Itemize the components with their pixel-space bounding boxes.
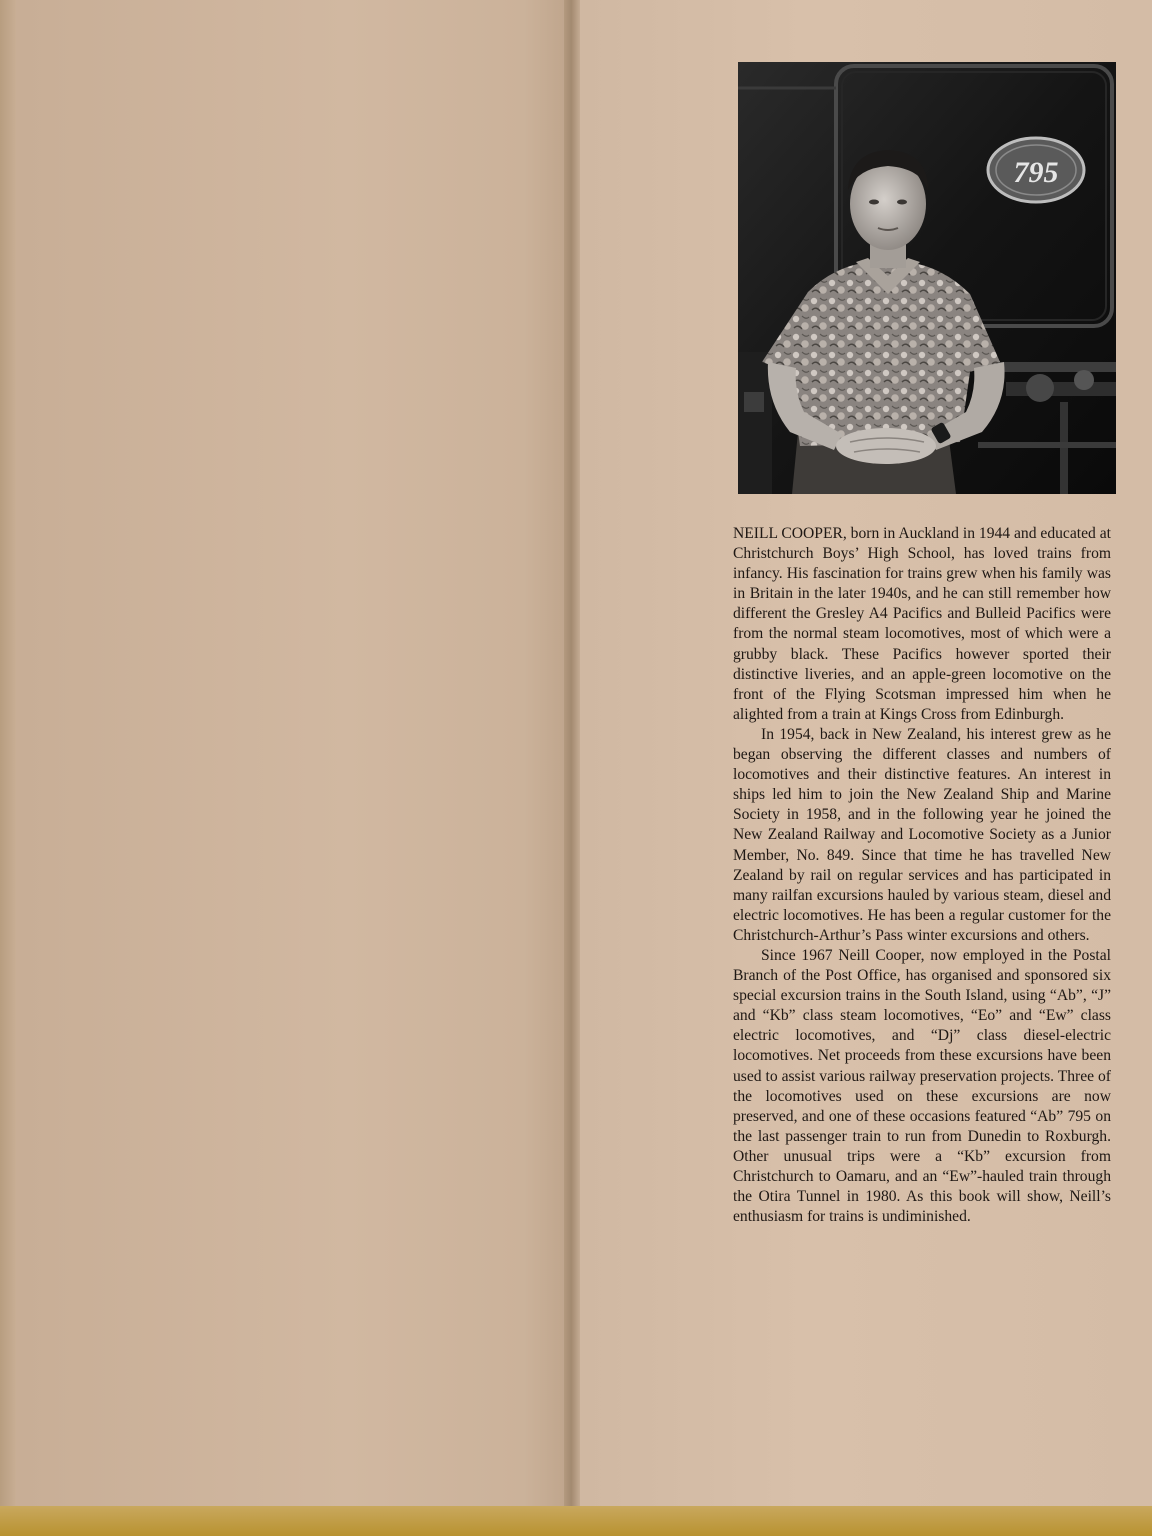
left-page	[16, 0, 568, 1506]
book-gutter	[564, 0, 580, 1506]
cover-edge	[0, 0, 16, 1536]
locomotive-number-plate	[988, 138, 1084, 202]
table-surface	[0, 1506, 1152, 1536]
plate-number-text: 795	[1013, 156, 1059, 189]
bio-paragraph-3: Since 1967 Neill Cooper, now employed in the Postal Branch of the Post Office, has organised and sponsored six special excursion trains in the South Island, using “Ab”, “J” and “Kb” class steam locomotives, “Eo” and “Ew” class electric locomotives, and “Dj” class diesel-electric locomotives. Net proceeds from these excursions have been used to assist various railway preservation projects. Three of the locomotives used on these excursions are now preserved, and one of these occasions featured “Ab” 795 on the last passenger train to run from Dunedin to Roxburgh. Other unusual trips were a “Kb” excursion from Christchurch to Oamaru, and an “Ew”-hauled train through the Otira Tunnel in 1980. As this book will show, Neill’s enthusiasm for trains is undiminished.	[733, 946, 1111, 1226]
author-biography	[733, 524, 1111, 1227]
bio-paragraph-1: NEILL COOPER, born in Auckland in 1944 and educated at Christchurch Boys’ High School, has loved trains from infancy. His fascination for trains grew when his family was in Britain in the later 1940s, and he can still remember how different the Gresley A4 Pacifics and Bulleid Pacifics were from the normal steam locomotives, most of which were a grubby black. These Pacifics however sported their distinctive liveries, and an apple-green locomotive on the front of the Flying Scotsman impressed him when he alighted from a train at Kings Cross from Edinburgh.	[733, 525, 1111, 723]
bio-paragraph-2: In 1954, back in New Zealand, his interest grew as he began observing the different classes and numbers of locomotives and their distinctive features. An interest in ships led him to join the New Zealand Ship and Marine Society in 1958, and in the following year he joined the New Zealand Railway and Locomotive Society as a Junior Member, No. 849. Since that time he has travelled New Zealand by rail on regular services and has participated in many railfan excursions hauled by various steam, diesel and electric locomotives. He has been a regular customer for the Christchurch-Arthur’s Pass winter excursions and others.	[733, 725, 1111, 944]
author-photo	[738, 62, 1116, 494]
